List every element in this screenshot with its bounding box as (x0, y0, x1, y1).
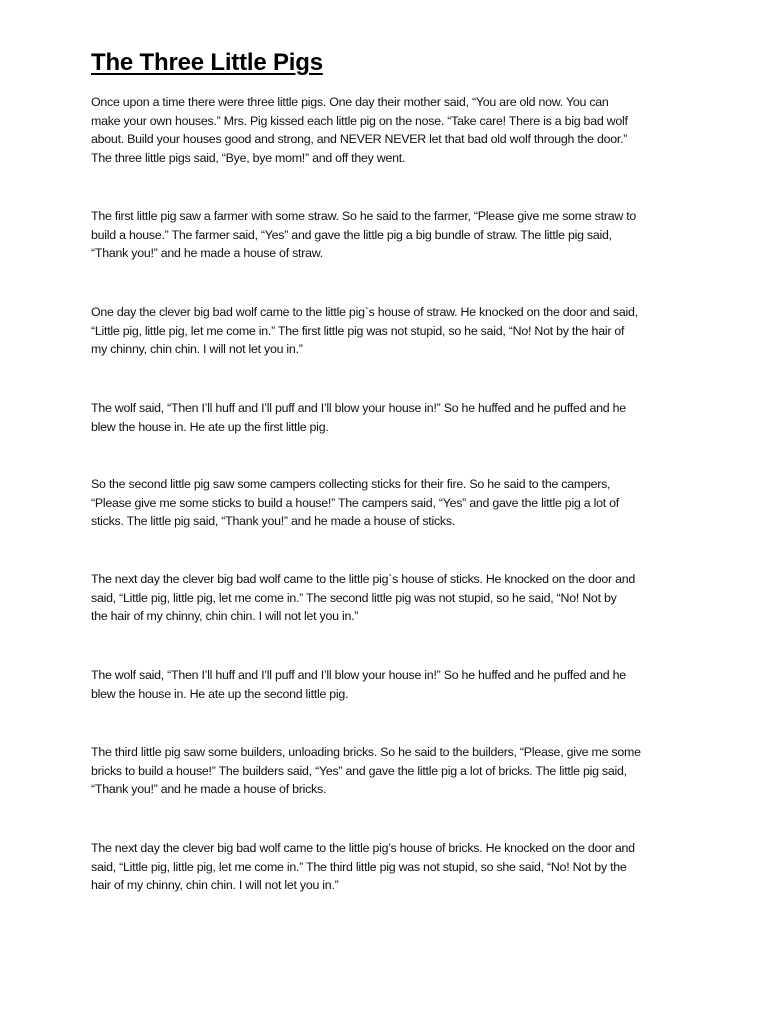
paragraph-line: “Thank you!” and he made a house of bricks. (91, 782, 327, 797)
paragraph-9 (91, 839, 681, 895)
paragraph-line: The third little pig saw some builders, unloading bricks. So he said to the builders, “Please, give me some (91, 745, 641, 759)
paragraph-7 (91, 666, 681, 703)
paragraph-line: The next day the clever big bad wolf came to the little pig’s house of bricks. He knocked on the door and (91, 841, 635, 855)
paragraph-line: The wolf said, “Then I’ll huff and I’ll puff and I’ll blow your house in!” So he huffed and he puffed and he (91, 668, 626, 682)
paragraph-5 (91, 475, 681, 531)
paragraph-8 (91, 743, 681, 799)
paragraph-line: blew the house in. He ate up the second little pig. (91, 686, 349, 701)
paragraph-line: my chinny, chin chin. I will not let you in.” (91, 342, 303, 357)
paragraph-3 (91, 303, 681, 359)
paragraph-line: The wolf said, “Then I’ll huff and I’ll puff and I’ll blow your house in!” So he huffed and he puffed and he (91, 401, 626, 415)
paragraph-line: “Little pig, little pig, let me come in.” The first little pig was not stupid, so he said, “No! Not by the hair of (91, 323, 625, 338)
paragraph-line: make your own houses.” Mrs. Pig kissed each little pig on the nose. “Take care! There is a big bad wolf (91, 113, 628, 128)
paragraph-line: build a house.” The farmer said, “Yes” and gave the little pig a big bundle of straw. The little pig said, (91, 227, 612, 242)
paragraph-1 (91, 93, 681, 167)
document-title: The Three Little Pigs (91, 49, 323, 76)
paragraph-line: The first little pig saw a farmer with some straw. So he said to the farmer, “Please give me some straw to (91, 209, 637, 223)
paragraph-line: “Thank you!” and he made a house of straw. (91, 246, 323, 261)
paragraph-line: said, “Little pig, little pig, let me come in.” The second little pig was not stupid, so he said, “No! Not by (91, 590, 617, 605)
paragraph-6 (91, 570, 681, 626)
paragraph-line: The three little pigs said, “Bye, bye mom!” and off they went. (91, 150, 406, 165)
paragraph-line: One day the clever big bad wolf came to the little pig`s house of straw. He knocked on the door and said, (91, 305, 638, 319)
paragraph-line: blew the house in. He ate up the first little pig. (91, 419, 329, 434)
paragraph-line: the hair of my chinny, chin chin. I will not let you in.” (91, 609, 359, 624)
paragraph-line: Once upon a time there were three little pigs. One day their mother said, “You are old now. You can (91, 95, 609, 109)
paragraph-2 (91, 207, 681, 263)
paragraph-line: The next day the clever big bad wolf came to the little pig`s house of sticks. He knocked on the door and (91, 572, 636, 586)
paragraph-line: said, “Little pig, little pig, let me come in.” The third little pig was not stupid, so she said, “No! Not by the (91, 859, 627, 874)
paragraph-line: So the second little pig saw some campers collecting sticks for their fire. So he said to the campers, (91, 477, 611, 491)
paragraph-line: about. Build your houses good and strong, and NEVER NEVER let that bad old wolf through the door.” (91, 132, 628, 147)
paragraph-line: “Please give me some sticks to build a house!” The campers said, “Yes” and gave the little pig a lot of (91, 495, 619, 510)
paragraph-line: hair of my chinny, chin chin. I will not let you in.” (91, 878, 339, 893)
paragraph-4 (91, 399, 681, 436)
paragraph-line: sticks. The little pig said, “Thank you!” and he made a house of sticks. (91, 514, 456, 529)
paragraph-line: bricks to build a house!” The builders said, “Yes” and gave the little pig a lot of bricks. The little pig said, (91, 763, 627, 778)
